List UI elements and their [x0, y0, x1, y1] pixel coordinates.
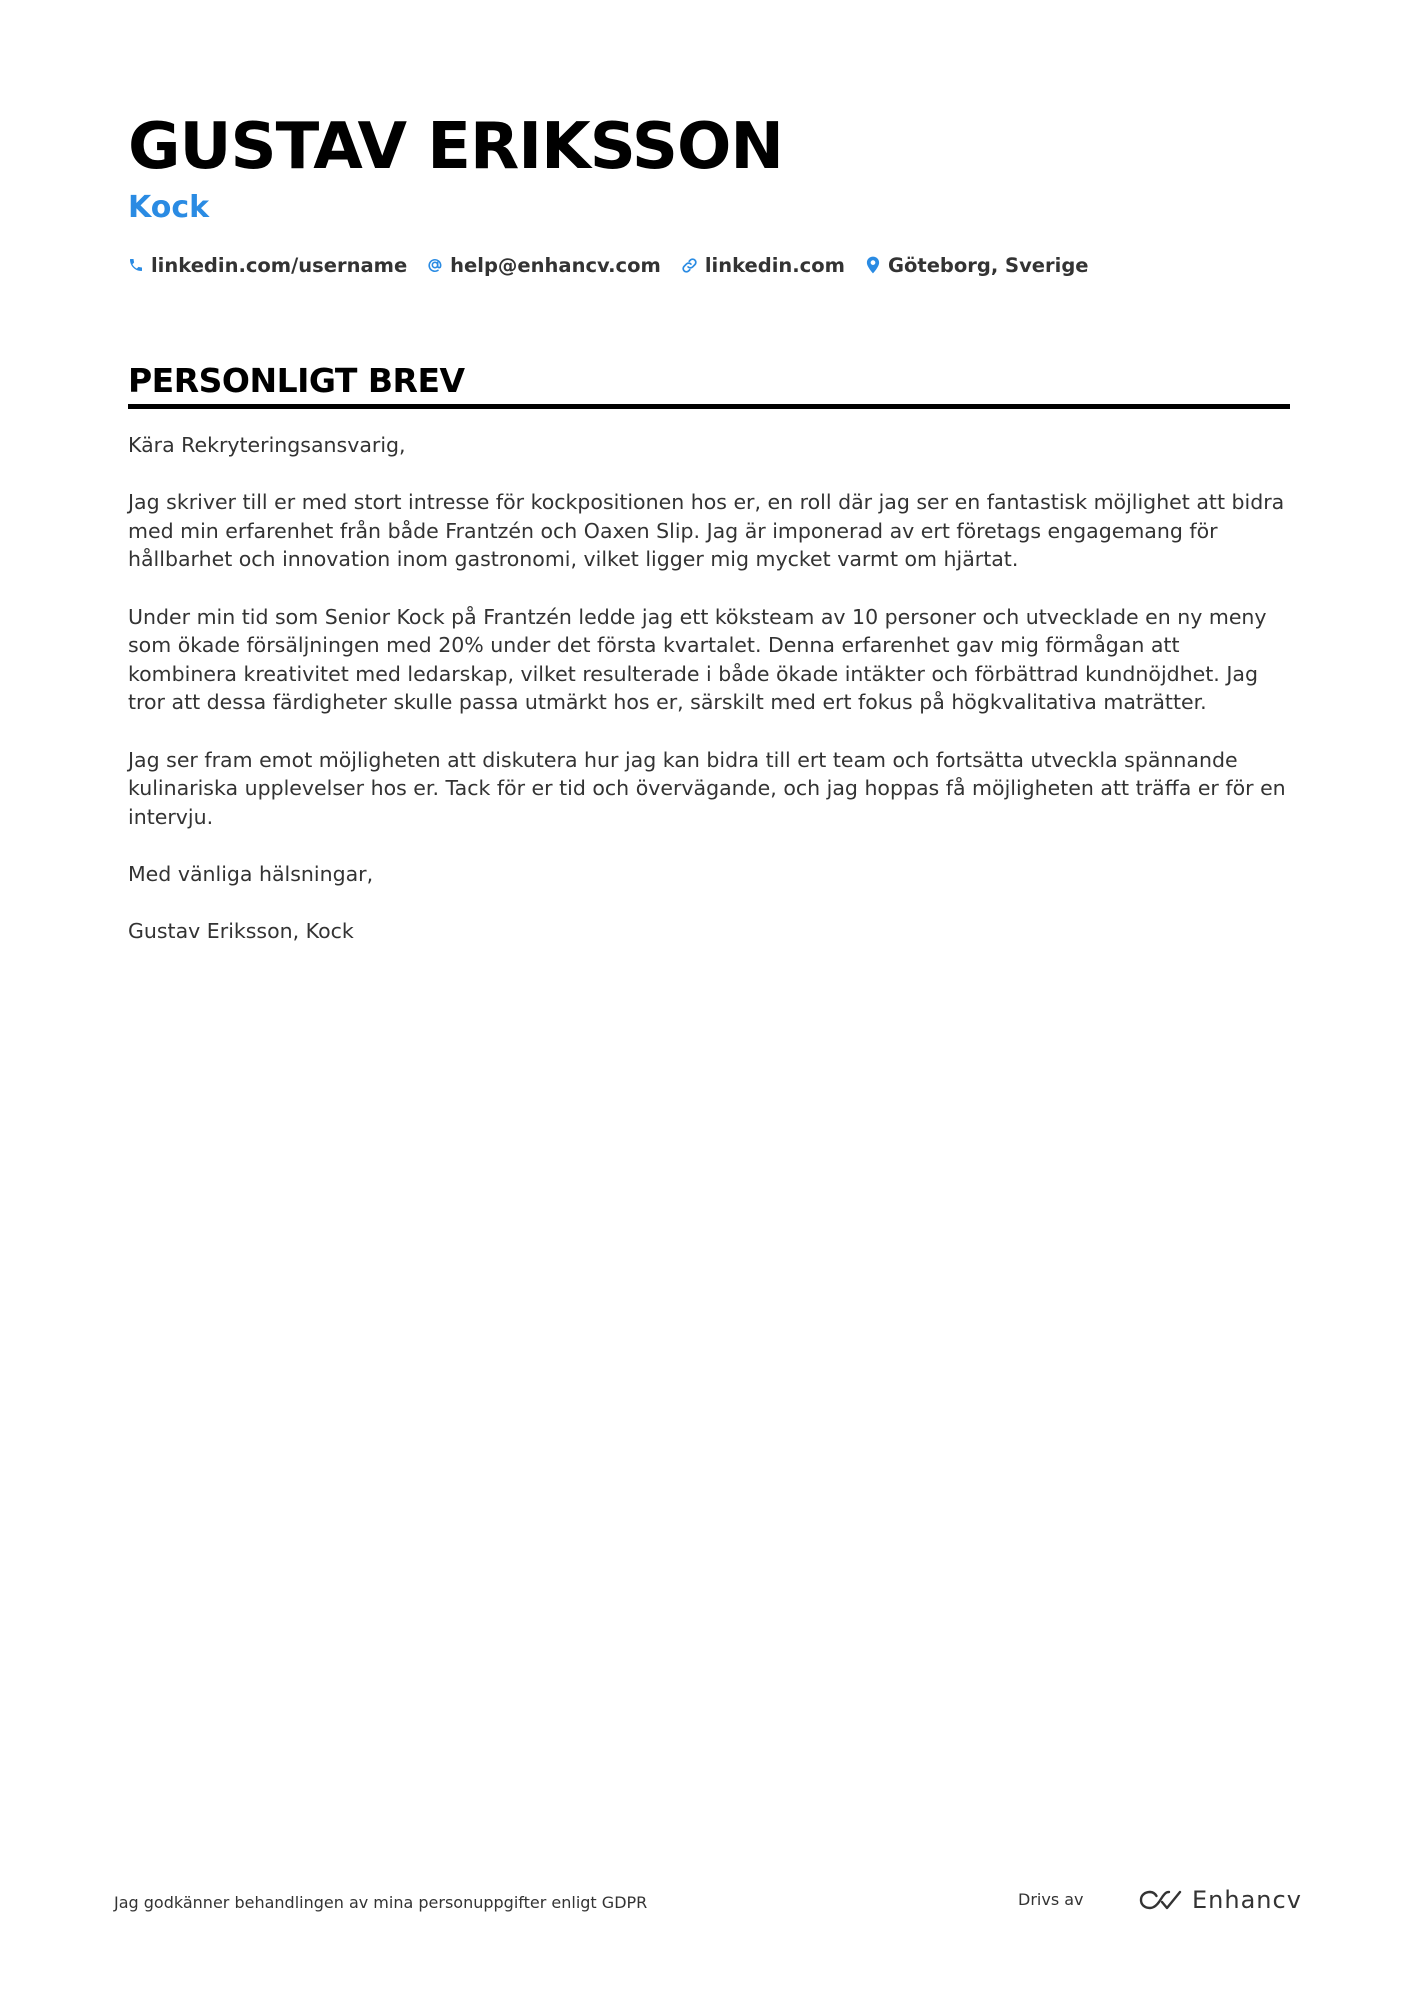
contact-location-text: Göteborg, Sverige	[887, 253, 1089, 277]
contact-phone	[128, 254, 407, 277]
brand-logo[interactable]	[1138, 1886, 1302, 1914]
contact-link-text: linkedin.com	[704, 253, 845, 277]
letter-closing: Med vänliga hälsningar,	[128, 861, 374, 886]
letter-body	[128, 431, 1290, 946]
contact-email-text: help@enhancv.com	[450, 253, 661, 277]
brand-name: Enhancv	[1192, 1886, 1302, 1914]
letter-salutation: Kära Rekryteringsansvarig,	[128, 433, 406, 457]
section-divider	[128, 404, 1290, 409]
gdpr-consent: Jag godkänner behandlingen av mina personuppgifter enligt GDPR	[114, 1893, 648, 1912]
phone-icon	[128, 257, 144, 273]
contact-phone-text: linkedin.com/username	[151, 253, 408, 277]
letter-signature: Gustav Eriksson, Kock	[128, 919, 354, 944]
section-title: PERSONLIGT BREV	[128, 361, 465, 400]
letter-paragraph: Under min tid som Senior Kock på Frantzén ledde jag ett köksteam av 10 personer och utvecklade en ny meny som ökade försäljningen med 20% under det första kvartalet. Denna erfarenhet gav mig förmågan att kombinera kreativitet med ledarskap, vilket resulterade i både ökade intäkter och förbättrad kundnöjdhet. Jag tror att dessa färdigheter skulle passa utmärkt hos er, särskilt med ert fokus på högkvalitativa maträtter.	[128, 604, 1267, 715]
letter-paragraph: Jag ser fram emot möjligheten att diskutera hur jag kan bidra till ert team och fortsätta utveckla spännande kulinariska upplevelser hos er. Tack för er tid och övervägande, och jag hoppas få möjligheten att träffa er för en intervju.	[128, 747, 1286, 829]
link-icon	[681, 257, 698, 274]
location-pin-icon	[865, 256, 881, 274]
candidate-name: GUSTAV ERIKSSON	[128, 110, 783, 184]
at-icon	[427, 257, 443, 273]
document	[128, 108, 1290, 974]
job-title: Kock	[128, 190, 210, 225]
letter-paragraph: Jag skriver till er med stort intresse för kockpositionen hos er, en roll där jag ser en fantastisk möjlighet att bidra med min erfarenhet från både Frantzén och Oaxen Slip. Jag är imponerad av ert företags engagemang för hållbarhet och innovation inom gastronomi, vilket ligger mig mycket varmt om hjärtat.	[128, 490, 1285, 572]
powered-by-label: Drivs av	[1018, 1890, 1084, 1909]
contact-email	[427, 254, 661, 277]
contact-link	[681, 254, 845, 277]
contact-location	[865, 254, 1089, 277]
contact-bar	[128, 250, 1290, 280]
enhancv-logo-icon	[1138, 1888, 1184, 1912]
